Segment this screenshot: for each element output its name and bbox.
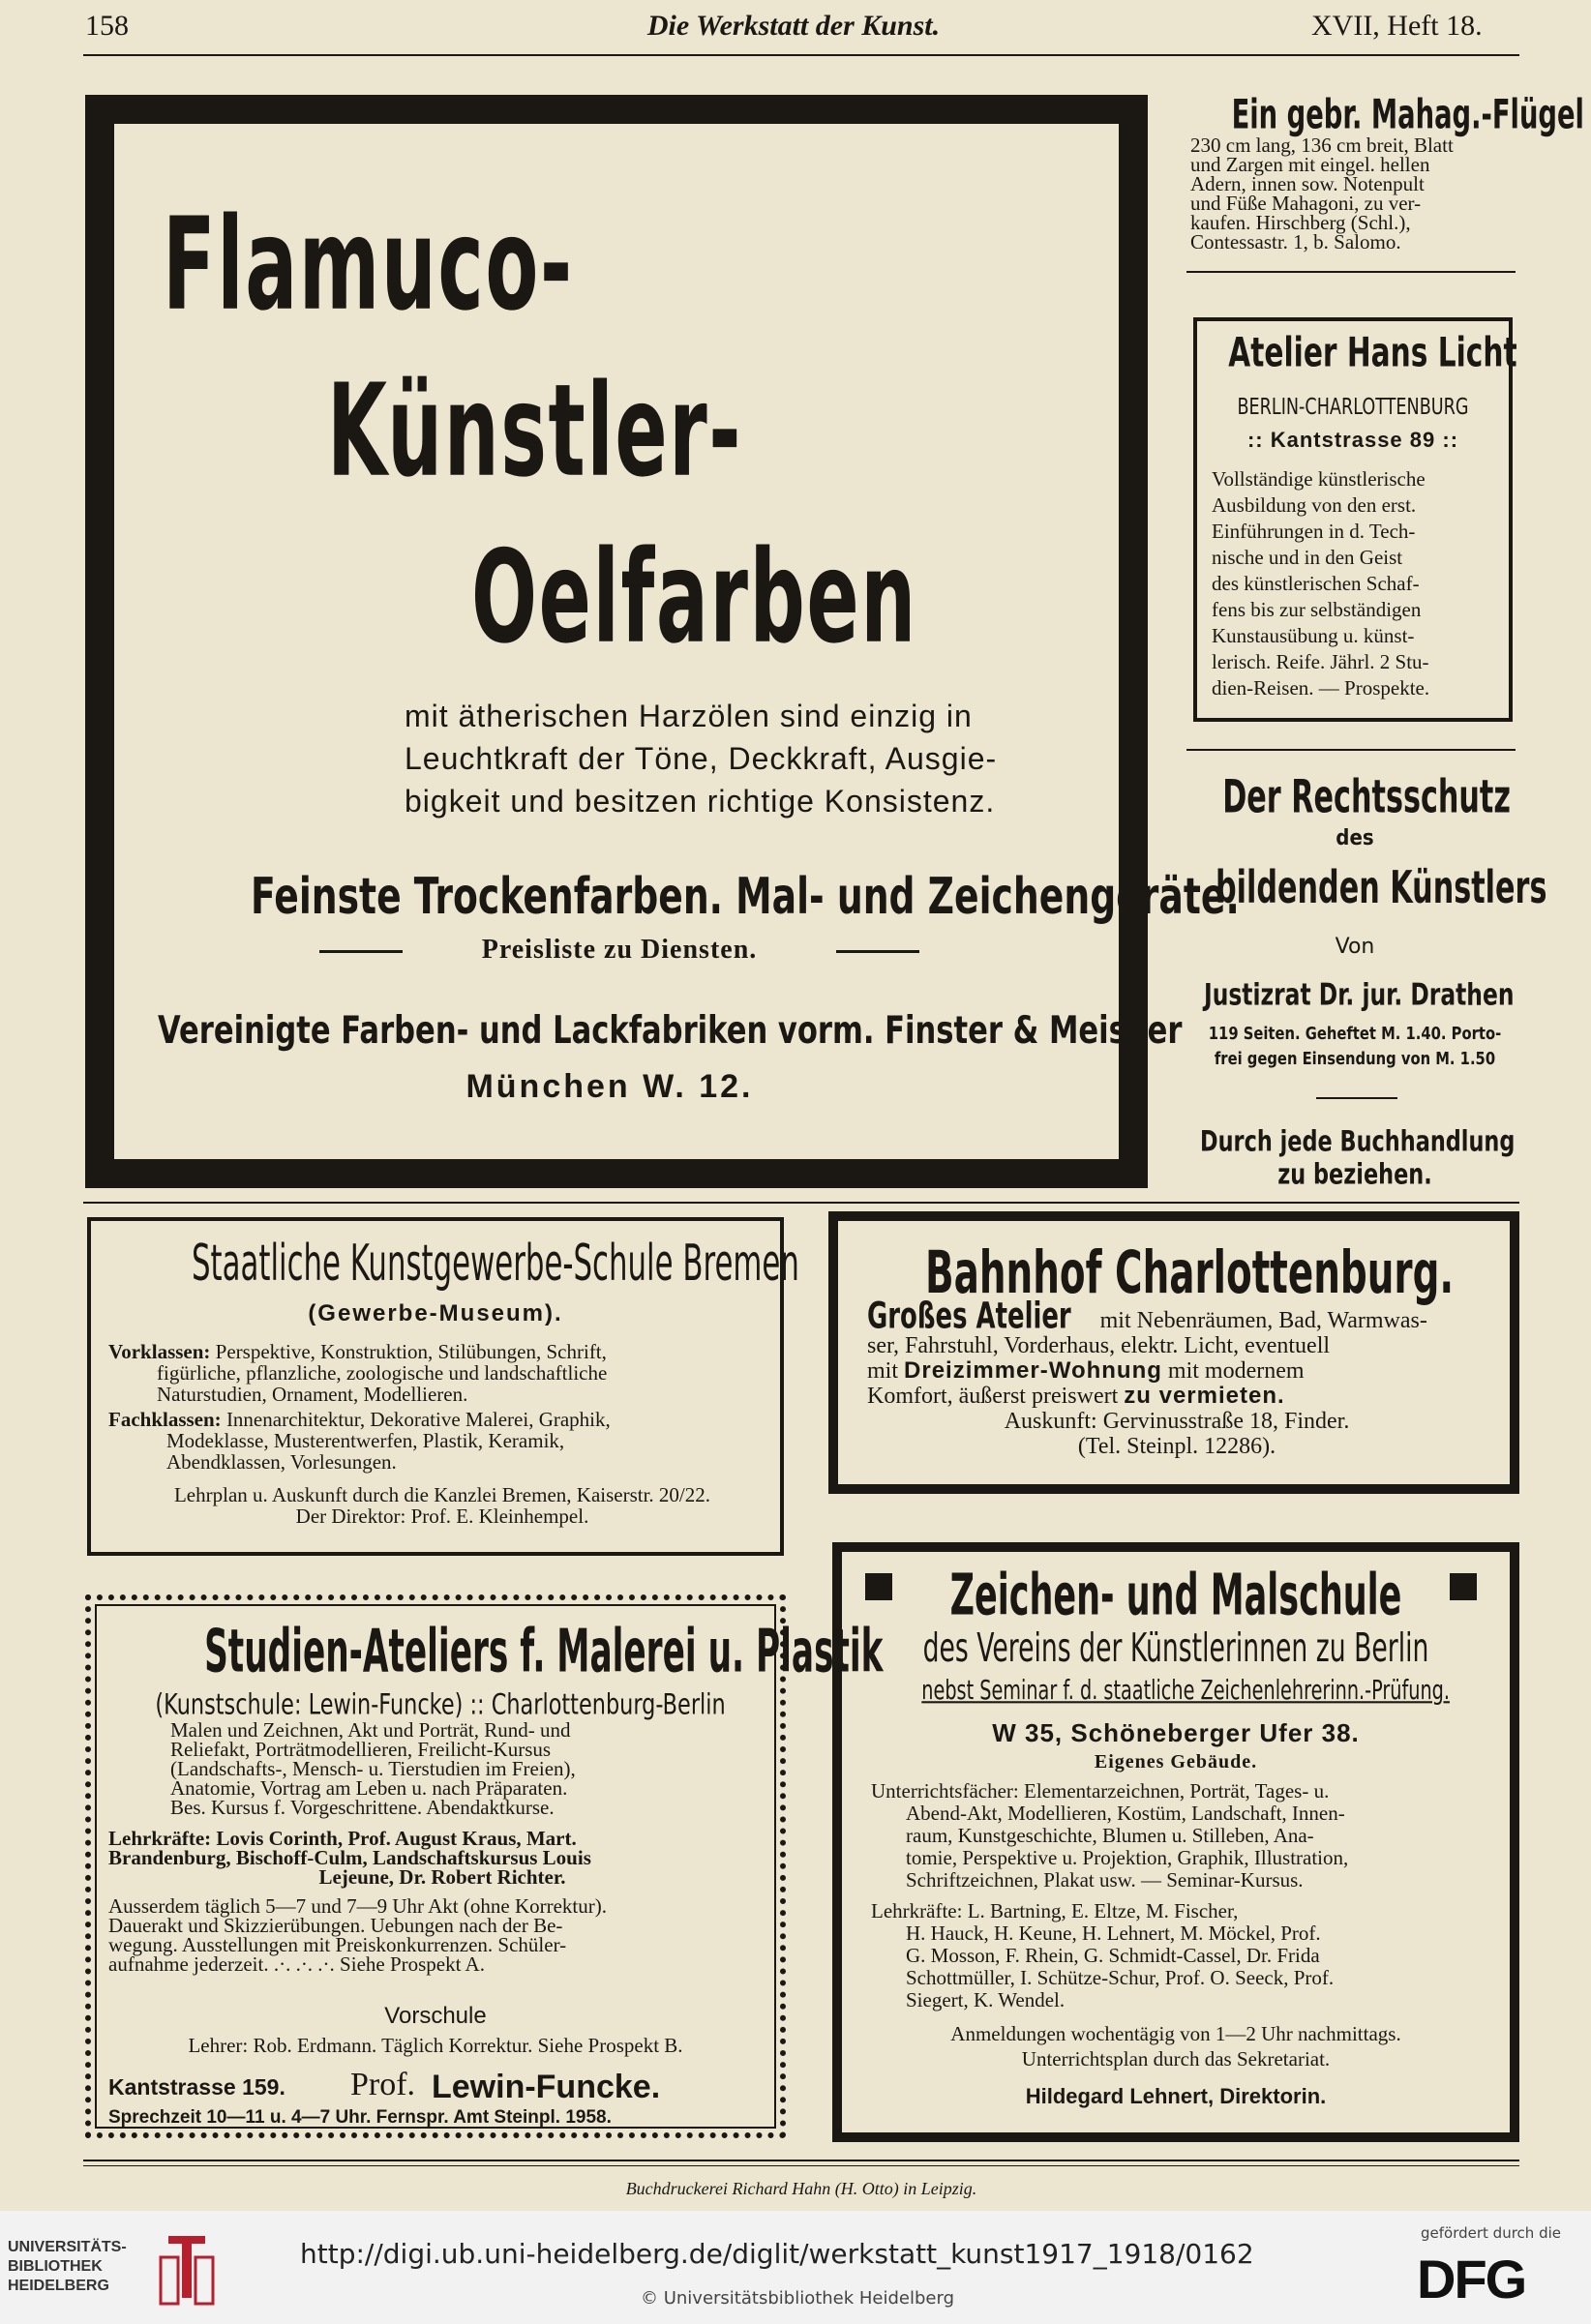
fachklassen-line: Modeklasse, Musterentwerfen, Plastik, Keramik, [166,1429,565,1452]
bahnhof-title: Bahnhof Charlottenburg. [924,1238,1455,1307]
bahnhof-line5: Auskunft: Gervinusstraße 18, Finder. [1004,1409,1350,1434]
zeichen-subject-line: Schriftzeichnen, Plakat usw. — Seminar-Kursus. [906,1868,1304,1892]
studien-line: Anatomie, Vortrag am Leben u. nach Präparaten. [170,1776,568,1800]
studien-extra-line: aufnahme jederzeit. .·. .·. .·. Siehe Prospekt A. [108,1952,485,1976]
studien-teacher-line: Brandenburg, Bischoff-Culm, Landschaftskursus Louis [108,1846,591,1869]
flamuco-body-1: mit ätherischen Harzölen sind einzig in [405,699,973,733]
studien-address-row [108,2067,776,2105]
zeichen-teacher-line: Schottmüller, I. Schütze-Schur, Prof. O. Seeck, Prof. [906,1966,1335,1989]
studien-name: Lewin-Funcke. [432,2069,661,2105]
issue-label: XVII, Heft 18. [1311,10,1483,42]
flamuco-body-3: bigkeit und besitzen richtige Konsistenz. [405,784,996,819]
library-line: UNIVERSITÄTS- [8,2239,127,2255]
licht-text [1212,466,1502,701]
bremen-body [108,1341,776,1527]
flamuco-pricelist: Preisliste zu Diensten. [481,935,758,965]
flamuco-title-line2: Künstler- [327,356,743,506]
licht-line: Kunstausübung u. künst- [1212,624,1415,647]
flamuco-title-line1: Flamuco- [163,190,574,340]
studien-teacher-line: Lejeune, Dr. Robert Richter. [318,1865,566,1889]
licht-line: des künstlerischen Schaf- [1212,572,1420,595]
flamuco-body-2: Leuchtkraft der Töne, Deckkraft, Ausgie- [405,741,998,776]
zeichen-address: W 35, Schöneberger Ufer 38. [992,1718,1360,1747]
rechtsschutz-info-2: frei gegen Einsendung von M. 1.50 [1214,1049,1496,1069]
zeichen-teacher-line: G. Mosson, F. Rhein, G. Schmidt-Cassel, Dr. Frida [906,1944,1320,1967]
fluegel-line: Adern, innen sow. Notenpult [1190,172,1425,195]
rechtsschutz-info-1: 119 Seiten. Geheftet M. 1.40. Porto- [1208,1024,1502,1044]
library-line: HEIDELBERG [8,2278,109,2294]
bahnhof-body [867,1295,1486,1459]
studien-extra-line: Ausserdem täglich 5—7 und 7—9 Uhr Akt (ohne Korrektur). [108,1894,607,1918]
studien-extra-line: Dauerakt und Skizzierübungen. Uebungen nach der Be- [108,1914,563,1937]
page-number: 158 [85,10,129,42]
studien-subtitle: (Kunstschule: Lewin-Funcke) :: Charlottenburg-Berlin [155,1687,726,1721]
zeichen-teachers [871,1900,1490,2011]
fluegel-line: Contessastr. 1, b. Salomo. [1190,230,1401,253]
zeichen-subject-line: raum, Kunstgeschichte, Blumen u. Stilleben, Ana- [906,1824,1314,1847]
bahnhof-line3-b: Dreizimmer-Wohnung [904,1357,1162,1384]
zeichen-registration: Anmeldungen wochentägig von 1—2 Uhr nachmittags. [950,2022,1401,2045]
zeichen-director: Hildegard Lehnert, Direktorin. [1025,2084,1327,2108]
bahnhof-line3-a: mit [867,1358,899,1384]
printer-line: Buchdruckerei Richard Hahn (H. Otto) in Leipzig. [625,2179,977,2198]
studien-line: (Landschafts-, Mensch- u. Tierstudien im Freien), [170,1757,576,1780]
pricelist-rule-right [836,950,919,953]
bahnhof-line3-c: mit modernem [1167,1358,1305,1384]
studien-title: Studien-Ateliers f. Malerei u. Plastik [204,1618,884,1686]
rechtsschutz-des: des [1336,826,1374,850]
bottom-rule [83,2165,1519,2166]
zeichen-subject-line: Unterrichtsfächer: Elementarzeichnen, Porträt, Tages- u. [871,1779,1330,1803]
funded-by: gefördert durch die [1421,2224,1561,2242]
zeichen-subject-line: Abend-Akt, Modellieren, Kostüm, Landschaft, Innen- [906,1802,1345,1825]
bahnhof-line6: (Tel. Steinpl. 12286). [1077,1434,1276,1459]
licht-title: Atelier Hans Licht [1228,329,1517,376]
flamuco-city: München W. 12. [465,1068,754,1105]
studien-teachers [108,1829,776,1887]
fluegel-line: 230 cm lang, 136 cm breit, Blatt [1190,134,1454,157]
studien-line: Malen und Zeichnen, Akt und Porträt, Rund- und [170,1718,571,1742]
licht-line: lerisch. Reife. Jährl. 2 Stu- [1212,650,1429,673]
studien-hours: Sprechzeit 10—11 u. 4—7 Uhr. Fernspr. Amt Steinpl. 1958. [108,2107,612,2128]
studien-extra [108,1896,776,1974]
vorklassen-line: figürliche, pflanzliche, zoologische und landschaftliche [157,1361,608,1385]
fluegel-text [1190,135,1519,252]
section-rule [83,1202,1519,1204]
rechtsschutz-subtitle: bildenden Künstlers [1216,861,1547,913]
licht-line: Einführungen in d. Tech- [1212,520,1416,543]
licht-line: dien-Reisen. — Prospekte. [1212,676,1430,700]
bremen-lehrplan: Lehrplan u. Auskunft durch die Kanzlei Bremen, Kaiserstr. 20/22. [173,1483,711,1506]
fluegel-line: und Zargen mit eingel. hellen [1190,153,1430,176]
bremen-direktor: Der Direktor: Prof. E. Kleinhempel. [295,1505,589,1528]
vorklassen-text: Perspektive, Konstruktion, Stilübungen, Schrift, [215,1340,607,1363]
studien-extra-line: wegung. Ausstellungen mit Preiskonkurrenzen. Schüler- [108,1933,567,1956]
zeichen-teacher-line: Siegert, K. Wendel. [906,1988,1066,2011]
studien-line: Reliefakt, Porträtmodellieren, Freilicht-Kursus [170,1738,552,1761]
footer-copyright: © Universitätsbibliothek Heidelberg [641,2288,955,2309]
bottom-rule [83,2160,1519,2161]
header-rule [83,54,1519,56]
flamuco-slogan: Feinste Trockenfarben. Mal- und Zeichengeräte. [251,867,1240,926]
library-name [8,2238,127,2296]
licht-line: fens bis zur selbständigen [1212,598,1422,621]
zeichen-teacher-line: H. Hauck, H. Keune, H. Lehnert, M. Möckel, Prof. [906,1922,1321,1945]
library-line: BIBLIOTHEK [8,2258,103,2275]
zeichen-teacher-line: Lehrkräfte: L. Bartning, E. Eltze, M. Fischer, [871,1899,1239,1922]
studien-prof: Prof. [350,2067,416,2102]
rechtsschutz-rule [1316,1097,1397,1099]
fluegel-title: Ein gebr. Mahag.-Flügel [1231,91,1584,138]
footer-url[interactable]: http://digi.ub.uni-heidelberg.de/diglit/werkstatt_kunst1917_1918/0162 [300,2238,1254,2270]
decorative-square-icon [1450,1573,1477,1600]
footer-bar [0,2211,1591,2324]
zeichen-building: Eigenes Gebäude. [1094,1751,1258,1773]
vorklassen-line: Naturstudien, Ornament, Modellieren. [157,1383,468,1406]
fachklassen-text: Innenarchitektur, Dekorative Malerei, Graphik, [225,1408,611,1431]
university-logo-icon [157,2228,217,2306]
zeichen-title3: nebst Seminar f. d. staatliche Zeichenlehrerinn.-Prüfung. [921,1676,1450,1707]
bremen-subtitle: (Gewerbe-Museum). [308,1300,563,1326]
rechtsschutz-distribution: Durch jede Buchhandlung [1200,1124,1516,1158]
studien-vorschule-line: Lehrer: Rob. Erdmann. Täglich Korrektur. Siehe Prospekt B. [188,2034,683,2057]
journal-title: Die Werkstatt der Kunst. [646,10,941,42]
studien-line: Bes. Kursus f. Vorgeschrittene. Abendaktkurse. [170,1796,555,1819]
fluegel-line: und Füße Mahagoni, zu ver- [1190,192,1422,215]
vorklassen-label: Vorklassen: [108,1340,211,1363]
bahnhof-line4-b: zu vermieten. [1124,1383,1285,1409]
fachklassen-label: Fachklassen: [108,1408,222,1431]
zeichen-plan: Unterrichtsplan durch das Sekretariat. [1021,2047,1331,2071]
rechtsschutz-title: Der Rechtsschutz [1222,770,1511,823]
licht-line: Vollständige künstlerische [1212,467,1426,491]
bahnhof-lead: Großes Atelier [867,1295,1071,1337]
decorative-square-icon [865,1573,892,1600]
pricelist-rule-left [319,950,403,953]
separator-rule [1186,271,1516,273]
separator-rule [1186,749,1516,751]
bahnhof-line1: mit Nebenräumen, Bad, Warmwas- [1099,1308,1427,1333]
dfg-logo: DFG [1417,2249,1526,2309]
bremen-title: Staatliche Kunstgewerbe-Schule Bremen [192,1235,799,1294]
zeichen-title: Zeichen- und Malschule [949,1562,1402,1628]
zeichen-title2: des Vereins der Künstlerinnen zu Berlin [922,1625,1429,1672]
licht-street: :: Kantstrasse 89 :: [1246,428,1459,452]
flamuco-company: Vereinigte Farben- und Lackfabriken vorm. Finster & Meisner [158,1008,1183,1054]
licht-line: nische und in den Geist [1212,546,1403,569]
fluegel-line: kaufen. Hirschberg (Schl.), [1190,211,1411,234]
bahnhof-line4-a: Komfort, äußerst preiswert [867,1384,1119,1409]
fachklassen-line: Abendklassen, Vorlesungen. [166,1450,397,1474]
studien-body [170,1720,770,1817]
bahnhof-line2: ser, Fahrstuhl, Vorderhaus, elektr. Licht, eventuell [867,1333,1331,1358]
rechtsschutz-author: Justizrat Dr. jur. Drathen [1204,977,1515,1013]
zeichen-subjects [871,1780,1490,1892]
studien-teacher-line: Lehrkräfte: Lovis Corinth, Prof. August Kraus, Mart. [108,1827,577,1850]
licht-line: Ausbildung von den erst. [1212,493,1417,517]
zeichen-subject-line: tomie, Perspektive u. Projektion, Graphik, Illustration, [906,1846,1349,1869]
licht-city: BERLIN-CHARLOTTENBURG [1237,395,1469,421]
studien-vorschule: Vorschule [384,2003,487,2029]
rechtsschutz-von: Von [1335,935,1375,959]
studien-address: Kantstrasse 159. [108,2074,285,2100]
flamuco-title-line3: Oelfarben [471,522,917,672]
rechtsschutz-distribution-2: zu beziehen. [1277,1157,1432,1191]
